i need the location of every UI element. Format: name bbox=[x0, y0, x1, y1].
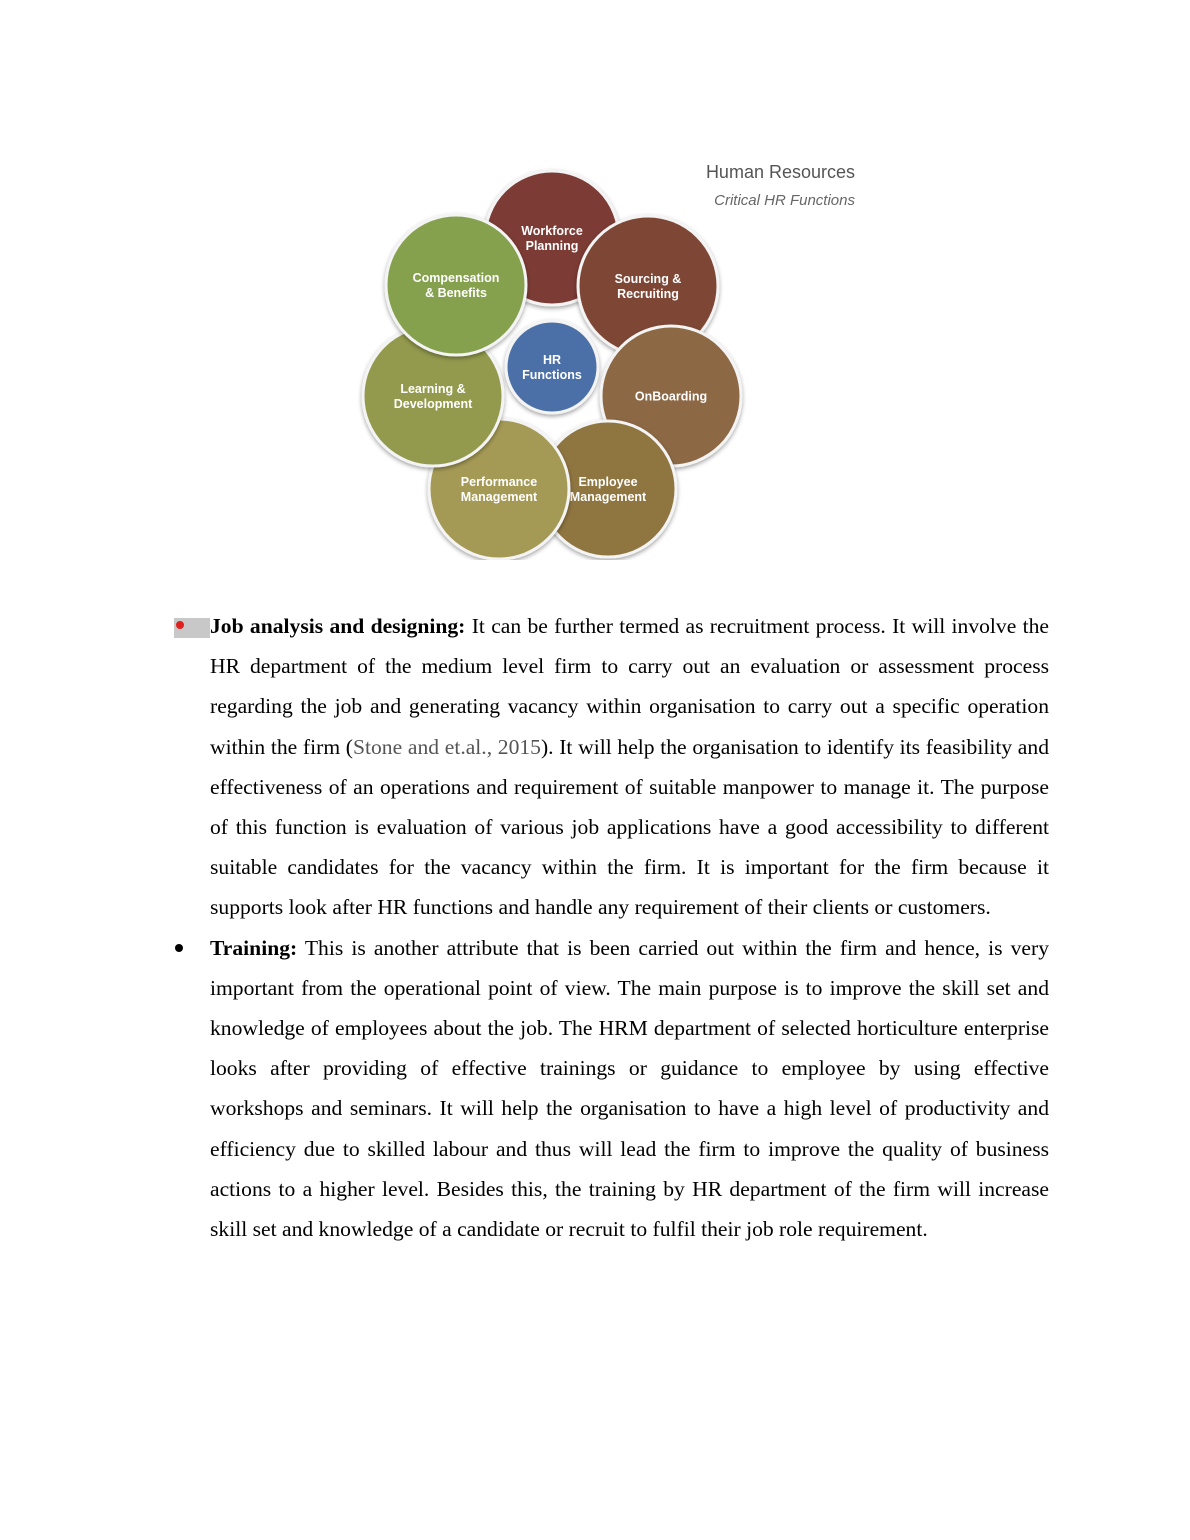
circle-label: Recruiting bbox=[617, 286, 679, 301]
bullet-marker bbox=[172, 606, 210, 646]
circle-label: Performance bbox=[460, 474, 538, 489]
item-text: This is another attribute that is been carried out within the firm and hence, is very important from the operational point of view. The main purpose is to improve the skill set and knowledge of employees about the job. The HRM department of selected horticulture enterprise looks after providing of effective trainings or guidance to employee by using effective workshops and seminars. It will help the organisation to have a high level of productivity and efficiency due to skilled labour and thus will lead the firm to improve the quality of business actions to a higher level. Besides this, the training by HR department of the firm will increase skill set and knowledge of a candidate or recruit to fulfil their job role requirement. bbox=[210, 935, 1049, 1242]
hr-function-list bbox=[172, 606, 1049, 1249]
function-circle bbox=[386, 215, 526, 355]
center-node bbox=[506, 321, 598, 413]
figure-subtitle: Critical HR Functions bbox=[714, 192, 855, 209]
bullet-marker bbox=[172, 928, 210, 968]
figure-title: Human Resources bbox=[705, 162, 855, 182]
list-item bbox=[172, 606, 1049, 928]
circle-label: Planning bbox=[525, 238, 579, 253]
circle-label: Management bbox=[460, 489, 538, 504]
circle-label: Functions bbox=[522, 367, 582, 382]
item-term: Training: bbox=[210, 935, 298, 960]
hr-functions-figure bbox=[296, 140, 892, 560]
circle-label: Management bbox=[569, 489, 647, 504]
circle-label: HR bbox=[542, 352, 562, 367]
circle-label: Sourcing & bbox=[614, 271, 682, 286]
item-term: Job analysis and designing: bbox=[210, 614, 466, 638]
item-text: It can be further termed as recruitment process. It will involve the HR department of the medium level firm to carry out an evaluation or assessment process regarding the job and generating vacancy within organisation to carry out a specific operation within the firm ( bbox=[210, 614, 1049, 759]
circle-label: & Benefits bbox=[425, 285, 487, 300]
circle-label: OnBoarding bbox=[634, 389, 708, 404]
citation: Stone and et.al., 2015 bbox=[353, 734, 541, 759]
circle-label: Learning & bbox=[400, 381, 466, 396]
item-text-continued: ). It will help the organisation to identify its feasibility and effectiveness of an operations and requirement of suitable manpower to manage it. The purpose of this function is evaluation of various job applications have a good accessibility to different suitable candidates for the vacancy within the firm. It is important for the firm because it supports look after HR functions and handle any requirement of their clients or customers. bbox=[210, 734, 1049, 920]
circle-label: Development bbox=[393, 396, 473, 411]
circle-label: Compensation bbox=[412, 270, 500, 285]
list-item bbox=[172, 928, 1049, 1250]
circle-label: Workforce bbox=[521, 223, 583, 238]
hr-functions-diagram bbox=[296, 140, 892, 560]
circle-label: Employee bbox=[578, 474, 638, 489]
